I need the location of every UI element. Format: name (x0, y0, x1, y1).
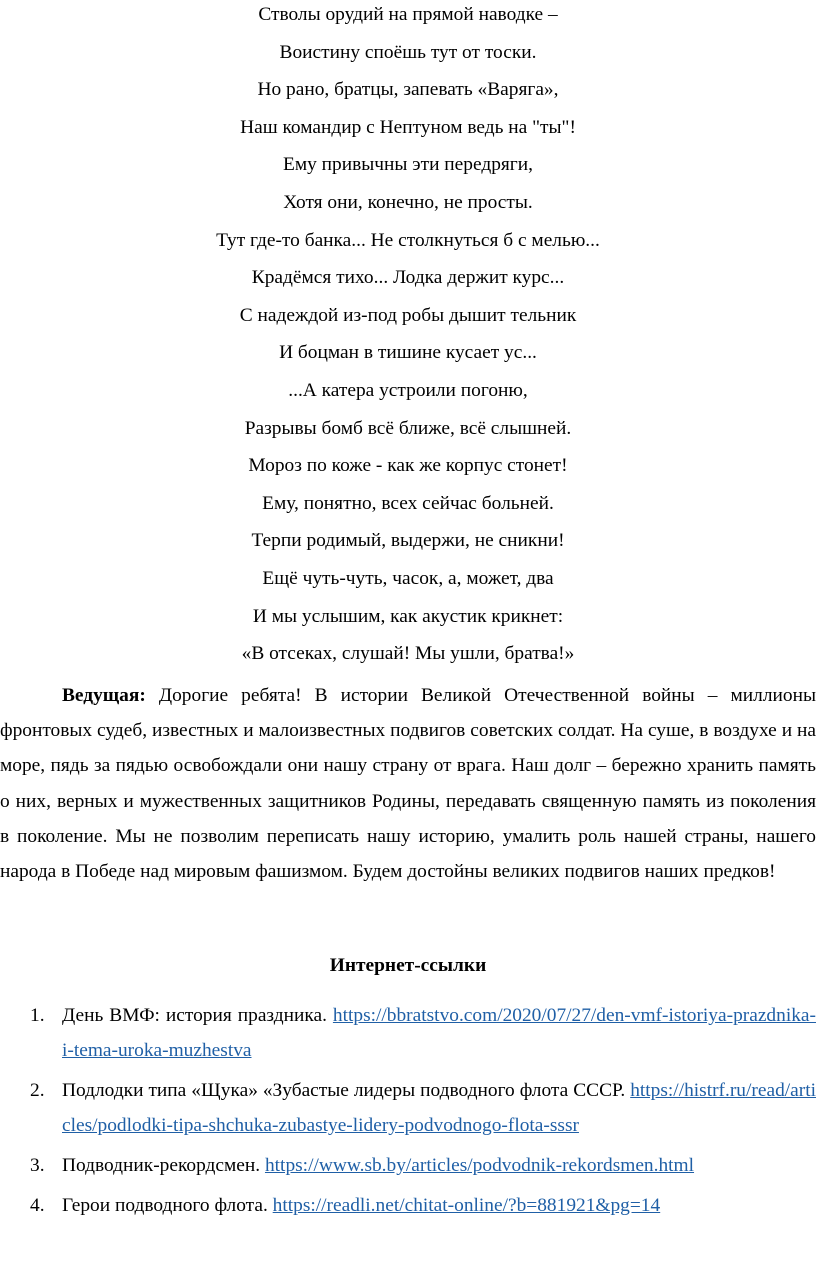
speech-text: Дорогие ребята! В истории Великой Отечественной войны – миллионы фронтовых судеб, известных и малоизвестных подвигов советских солдат. На суше, в воздухе и на море, пядь за пядью освобождали они нашу страну от врага. Наш долг – бережно хранить память о них, верных и мужественных защитников Родины, передавать священную память из поколения в поколение. Мы не позволим переписать нашу историю, умалить роль нашей страны, нашего народа в Победе над мировым фашизмом. Будем достойны великих подвигов наших предков! (0, 685, 816, 883)
reference-text: День ВМФ: история праздника. (62, 1005, 327, 1026)
reference-text: Герои подводного флота. (62, 1195, 268, 1216)
reference-item (0, 1073, 816, 1143)
speaker-label: Ведущая: (62, 685, 146, 706)
poem-line: Стволы орудий на прямой наводке – (258, 4, 558, 25)
poem-line: И мы услышим, как акустик крикнет: (252, 605, 564, 627)
poem-line: Тут где-то банка... Не столкнуться б с мелью... (216, 229, 600, 251)
host-speech-paragraph (0, 678, 816, 889)
reference-number: 3. (30, 1155, 45, 1176)
reference-link[interactable]: https://www.sb.by/articles/podvodnik-rekordsmen.html (264, 1155, 695, 1176)
references-heading: Интернет-ссылки (329, 955, 487, 976)
poem-line: Терпи родимый, выдержи, не сникни! (251, 530, 565, 552)
reference-link[interactable]: https://histrf.ru/read/articles/podlodki-tipa-shchuka-zubastye-lidery-podvodnogo-flota-sssr (62, 1080, 816, 1136)
poem-line: Мороз по коже - как же корпус стонет! (248, 455, 568, 477)
poem-line: Ещё чуть-чуть, часок, а, может, два (262, 567, 554, 589)
poem-line: Крадёмся тихо... Лодка держит курс... (251, 267, 565, 289)
references-list (0, 998, 816, 1228)
reference-text: Подлодки типа «Щука» «Зубастые лидеры подводного флота СССР. (62, 1080, 626, 1101)
reference-link[interactable]: https://readli.net/chitat-online/?b=881921&pg=14 (272, 1195, 661, 1216)
poem-line: С надеждой из-под робы дышит тельник (239, 304, 577, 326)
reference-text: Подводник-рекордсмен. (62, 1155, 261, 1176)
poem-line: Ему привычны эти передряги, (282, 154, 533, 176)
poem-line: Хотя они, конечно, не просты. (283, 191, 533, 213)
poem-line: Но рано, братцы, запевать «Варяга», (257, 79, 559, 101)
poem-line: Наш командир с Нептуном ведь на "ты"! (240, 116, 576, 138)
poem-line: «В отсеках, слушай! Мы ушли, братва!» (241, 643, 575, 665)
poem-line: Ему, понятно, всех сейчас больней. (262, 492, 554, 514)
poem-line: ...А катера устроили погоню, (288, 379, 528, 401)
reference-number: 2. (30, 1080, 45, 1101)
poem-line: И боцман в тишине кусает ус... (279, 342, 537, 364)
poem-line: Разрывы бомб всё ближе, всё слышней. (244, 417, 572, 439)
reference-item (0, 1148, 816, 1183)
reference-link[interactable]: https://bbratstvo.com/2020/07/27/den-vmf-istoriya-prazdnika-i-tema-uroka-muzhestva (62, 1005, 816, 1061)
reference-item (0, 998, 816, 1068)
reference-item (0, 1188, 816, 1223)
reference-number: 4. (30, 1195, 45, 1216)
poem-line: Воистину споёшь тут от тоски. (279, 41, 537, 63)
reference-number: 1. (30, 1005, 45, 1026)
